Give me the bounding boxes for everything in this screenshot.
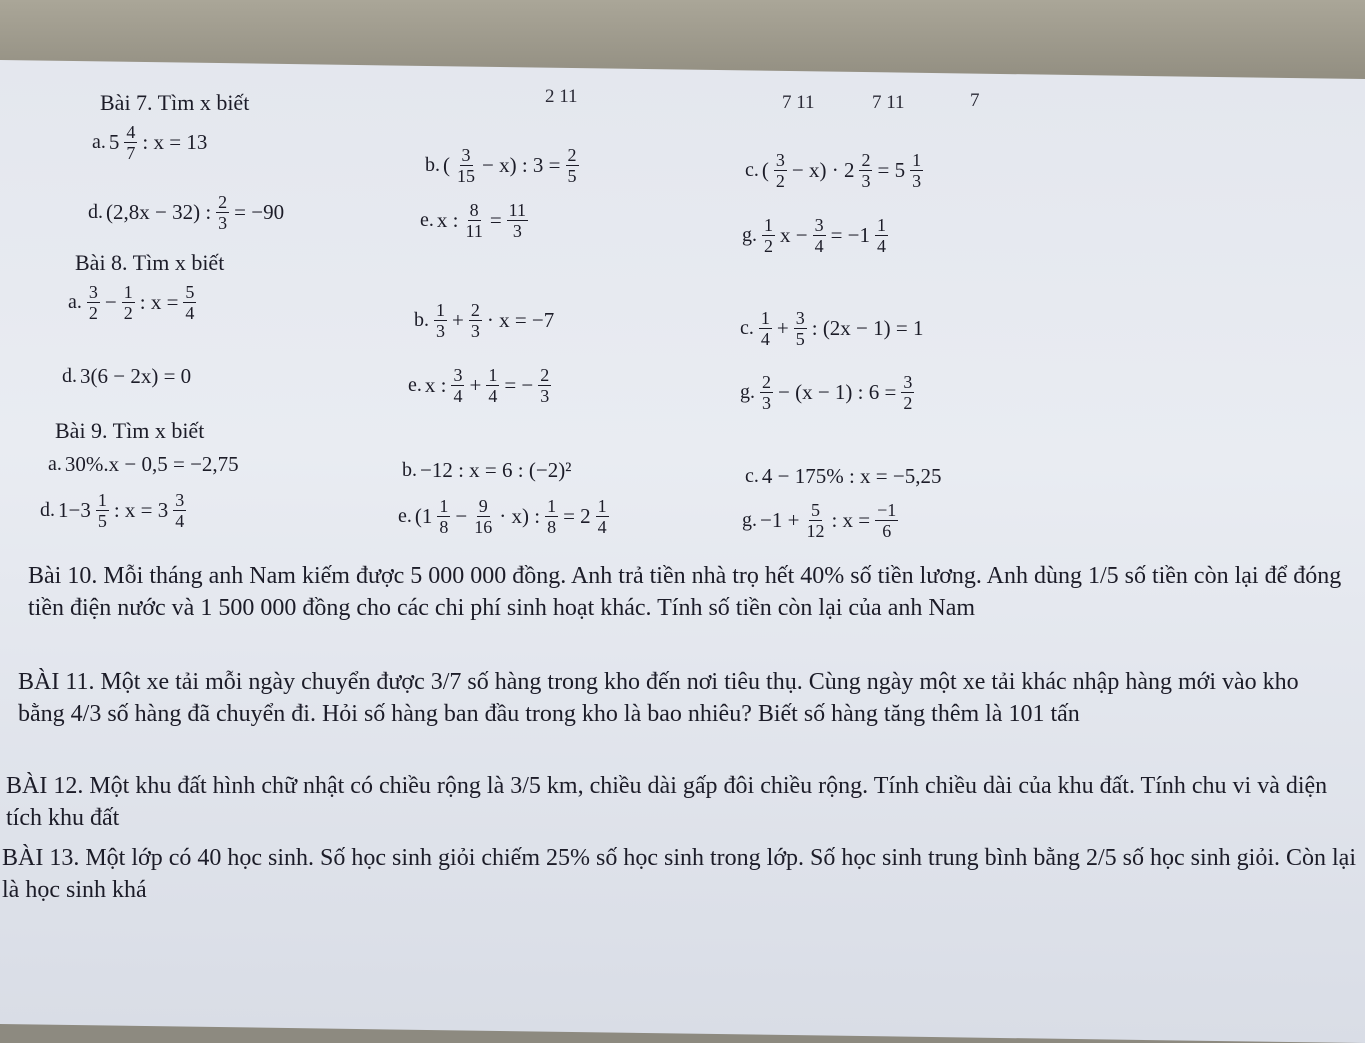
exercise-9b: b. −12 : x = 6 : (−2)² xyxy=(402,458,572,482)
exercise-11: BÀI 11. Một xe tải mỗi ngày chuyển được 3/7 số hàng trong kho đến nơi tiêu thụ. Cùng ngày một xe tải khác nhập hàng mới vào kho bằng 4/3 số hàng đã chuyển đi. Hỏi số hàng ban đầu trong kho là bao nhiêu? Biết số hàng tăng thêm là 101 tấn xyxy=(18,669,1299,727)
cutoff-text: 7 xyxy=(970,90,980,111)
fraction: $\frac{2}{3}$ xyxy=(470,300,480,341)
exercise-8d: d. 3(6 − 2x) = 0 xyxy=(62,364,192,388)
exercise-8e: e. x : 3 4 + $\frac{1}{4}$ = − $\frac{2}{3}$ xyxy=(408,365,550,406)
fraction: $\frac{9}{16}$ xyxy=(474,496,493,537)
fraction: $\frac{3}{2}$ xyxy=(903,372,913,413)
exercise-9g: g. −1 + $\frac{5}{12}$ : x = $\frac{-1}{6}$ xyxy=(742,500,897,541)
fraction: $\frac{-1}{6}$ xyxy=(877,500,897,541)
exercise-13: BÀI 13. Một lớp có 40 học sinh. Số học sinh giỏi chiếm 25% số học sinh trong lớp. Số học sinh trung bình bằng 2/5 số học sinh giỏi. Còn lại là học sinh khá xyxy=(2,845,1356,903)
exercise-8c: c. 1 4 + $\frac{3}{5}$ : (2x − 1) = 1 xyxy=(740,308,924,349)
fraction: $\frac{3}{4}$ xyxy=(814,215,824,256)
fraction: 1 3 xyxy=(436,300,445,341)
exercise-9-title: Bài 9. Tìm x biết xyxy=(55,418,205,443)
exercise-7-title: Bài 7. Tìm x biết xyxy=(100,90,250,115)
cutoff-text: 7 11 xyxy=(872,92,905,113)
cutoff-text: 2 11 xyxy=(545,86,578,107)
exercise-10: Bài 10. Mỗi tháng anh Nam kiếm được 5 000 000 đồng. Anh trả tiền nhà trọ hết 40% số tiền lương. Anh dùng 1/5 số tiền còn lại để đóng tiền điện nước và 1 500 000 đồng cho các chi phí sinh hoạt khác. Tính số tiền còn lại của anh Nam xyxy=(28,563,1342,621)
cutoff-text: 7 11 xyxy=(782,92,815,113)
exercise-8g: g. 2 3 − (x − 1) : 6 = $\frac{3}{2}$ xyxy=(740,372,913,413)
exercise-12: BÀI 12. Một khu đất hình chữ nhật có chiều rộng là 3/5 km, chiều dài gấp đôi chiều rộng. Tính chiều dài của khu đất. Tính chu vi và diện tích khu đất xyxy=(6,773,1328,831)
exercise-8a: a. 3 2 − $\frac{1}{2}$ : x = $\frac{5}{4}$ xyxy=(68,282,195,323)
fraction: $\frac{2}{3}$ xyxy=(540,365,550,406)
fraction: 1 2 xyxy=(764,215,773,256)
exercise-8b: b. 1 3 + $\frac{2}{3}$ · x = −7 xyxy=(414,300,555,341)
fraction: $\frac{5}{4}$ xyxy=(185,282,195,323)
exercise-9a: a. 30%.x − 0,5 = −2,75 xyxy=(48,452,239,476)
fraction: 1 4 xyxy=(760,308,770,349)
exercise-7d: d. (2,8x − 32) : $\frac{2}{3}$ = −90 xyxy=(88,192,285,233)
fraction: 1 8 xyxy=(439,496,449,537)
exercise-9c: c. 4 − 175% : x = −5,25 xyxy=(745,464,942,488)
exercise-9d: d. 1−3 1 5 : x = 3 3 4 xyxy=(40,490,185,531)
fraction: 1 5 xyxy=(97,490,107,531)
exercise-7c: c. ( 3 2 − x) · 2 $\frac{2}{3}$ = 5 1 3 xyxy=(745,150,922,191)
fraction: 3 15 xyxy=(457,145,475,186)
fraction: 3 4 xyxy=(175,490,185,531)
fraction: 3 2 xyxy=(775,150,785,191)
exercise-9e: e. (1 1 8 − $\frac{9}{16}$ · x) : $\frac{1}{8}$ = 2 1 4 xyxy=(398,496,607,537)
exercise-7e: e. x : $\frac{8}{11}$ = $\frac{11}{3}$ xyxy=(420,200,527,241)
fraction: $\frac{8}{11}$ xyxy=(465,200,483,241)
exercise-8-title: Bài 8. Tìm x biết xyxy=(75,250,225,275)
fraction: $\frac{1}{8}$ xyxy=(547,496,557,537)
fraction: $\frac{2}{5}$ xyxy=(567,145,577,186)
fraction: 4 7 xyxy=(126,122,136,163)
fraction: $\frac{3}{5}$ xyxy=(795,308,805,349)
exercise-7g: g. 1 2 x − $\frac{3}{4}$ = −1 1 4 xyxy=(742,215,887,256)
fraction: 1 3 xyxy=(912,150,922,191)
fraction: $\frac{1}{4}$ xyxy=(488,365,498,406)
fraction: 2 3 xyxy=(762,372,771,413)
fraction: 1 4 xyxy=(597,496,607,537)
fraction: $\frac{2}{3}$ xyxy=(861,150,871,191)
fraction: $\frac{1}{2}$ xyxy=(123,282,133,323)
fraction: $\frac{2}{3}$ xyxy=(218,192,228,233)
fraction: 3 2 xyxy=(88,282,98,323)
fraction: $\frac{11}{3}$ xyxy=(508,200,527,241)
fraction: $\frac{5}{12}$ xyxy=(806,500,825,541)
fraction: 1 4 xyxy=(877,215,887,256)
exercise-7a: a. 5 4 7 : x = 13 xyxy=(92,122,208,163)
fraction: 3 4 xyxy=(453,365,463,406)
exercise-7b: b. ( 3 15 − x) : 3 = $\frac{2}{5}$ xyxy=(425,145,577,186)
